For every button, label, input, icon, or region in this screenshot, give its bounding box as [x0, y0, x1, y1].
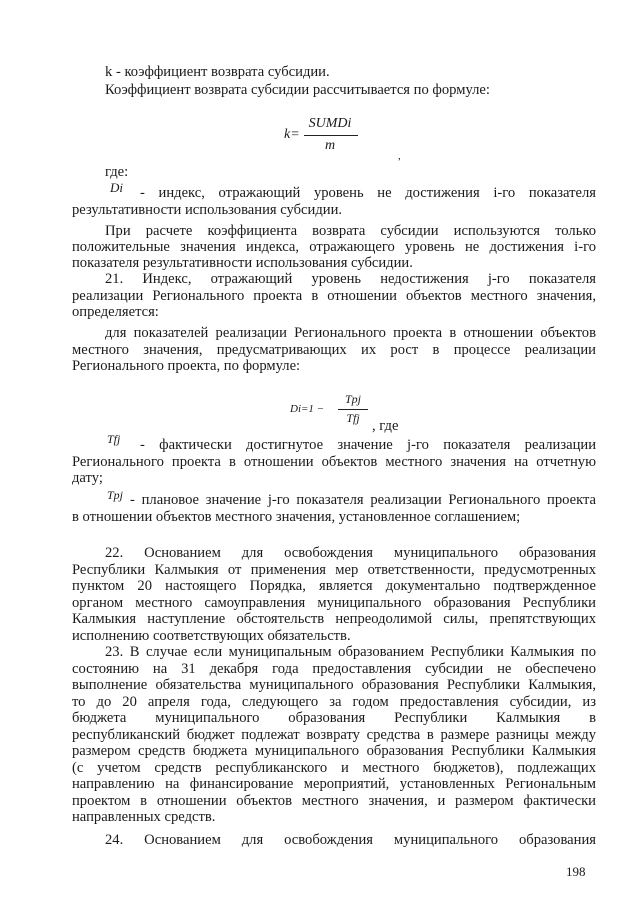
text-line: состоянию на 31 декабря года предоставления субсидии не обеспечено — [72, 661, 596, 677]
fraction-bar — [304, 135, 358, 136]
text-line: - плановое значение j-го показателя реализации Регионального проекта — [130, 492, 596, 508]
text-line: в отношении объектов местного значения, установленное соглашением; — [72, 509, 521, 525]
text-line: дату; — [72, 470, 103, 486]
text-line: органом местного самоуправления муниципального образования Республики — [72, 595, 596, 611]
text-line: 23. В случае если муниципальным образованием Республики Калмыкия по — [105, 644, 596, 660]
text-line: выполнение обязательства муниципального образования Республики Калмыкия, — [72, 677, 596, 693]
text-line: бюджета муниципального образования Республики Калмыкия в — [72, 710, 596, 726]
text-line: показателя результативности использования субсидии. — [72, 255, 413, 271]
text-line: - индекс, отражающий уровень не достижения i-го показателя — [140, 185, 596, 201]
text-line: 21. Индекс, отражающий уровень недостижения j-го показателя — [105, 271, 596, 287]
formula-lhs: Di=1 − — [290, 403, 325, 415]
page-number: 198 — [566, 864, 586, 879]
formula-numerator: Tpj — [344, 392, 361, 406]
formula-trailing: , — [398, 150, 401, 162]
text-line: местного значения, предусматривающих их рост в процессе реализации — [72, 342, 596, 358]
text-line: реализации Регионального проекта в отношении объектов местного значения, — [72, 288, 596, 304]
text-line: исполнению соответствующих обязательств. — [72, 628, 351, 644]
formula-trailing: , где — [372, 418, 399, 434]
text-line: Калмыкия наступление обстоятельств непреодолимой силы, препятствующих — [72, 611, 596, 627]
text-line: для показателей реализации Регионального проекта в отношении объектов — [105, 325, 596, 341]
text-line: 24. Основанием для освобождения муниципального образования — [105, 832, 596, 848]
text-line: где: — [105, 164, 129, 180]
text-line: определяется: — [72, 304, 159, 320]
text-line: пунктом 20 настоящего Порядка, является документально подтвержденное — [72, 578, 596, 594]
text-line: Республики Калмыкия от применения мер ответственности, предусмотренных — [72, 562, 596, 578]
formula-denominator: Tfj — [346, 411, 360, 425]
text-line: республиканский бюджет подлежат возврату средства в размере разницы между — [72, 727, 596, 743]
text-line: то до 20 апреля года, следующего за годом предоставления субсидии, из — [72, 694, 596, 710]
text-line: проектом в отношении объектов местного значения, и размером фактически — [72, 793, 596, 809]
text-line: - фактически достигнутое значение j-го показателя реализации — [140, 437, 596, 453]
text-line: При расчете коэффициента возврата субсидии используются только — [105, 223, 596, 239]
symbol-tpj: Tpj — [107, 488, 124, 502]
text-line: положительные значения индекса, отражающего уровень не достижения i-го — [72, 239, 596, 255]
symbol-tfj: Tfj — [107, 432, 121, 446]
formula-denominator: m — [324, 138, 336, 153]
symbol-di: Di — [110, 180, 123, 195]
text-line: Регионального проекта, по формуле: — [72, 358, 301, 374]
formula-numerator: SUMDi — [308, 116, 352, 131]
text-line: (с учетом средств республиканского и местного бюджетов), подлежащих — [72, 760, 596, 776]
text-line: размером средств бюджета муниципального образования Республики Калмыкия — [72, 743, 596, 759]
text-line: Коэффициент возврата субсидии рассчитывается по формуле: — [105, 82, 490, 98]
text-line: направлению на финансирование мероприятий, установленных Региональным — [72, 776, 596, 792]
text-line: 22. Основанием для освобождения муниципального образования — [105, 545, 596, 561]
fraction-bar — [338, 409, 368, 410]
text-line: результативности использования субсидии. — [72, 202, 343, 218]
text-line: k - коэффициент возврата субсидии. — [105, 64, 330, 80]
text-line: направленных средств. — [72, 809, 216, 825]
text-line: Регионального проекта в отношении объектов местного значения на отчетную — [72, 454, 596, 470]
formula-lhs: k= — [284, 127, 300, 142]
